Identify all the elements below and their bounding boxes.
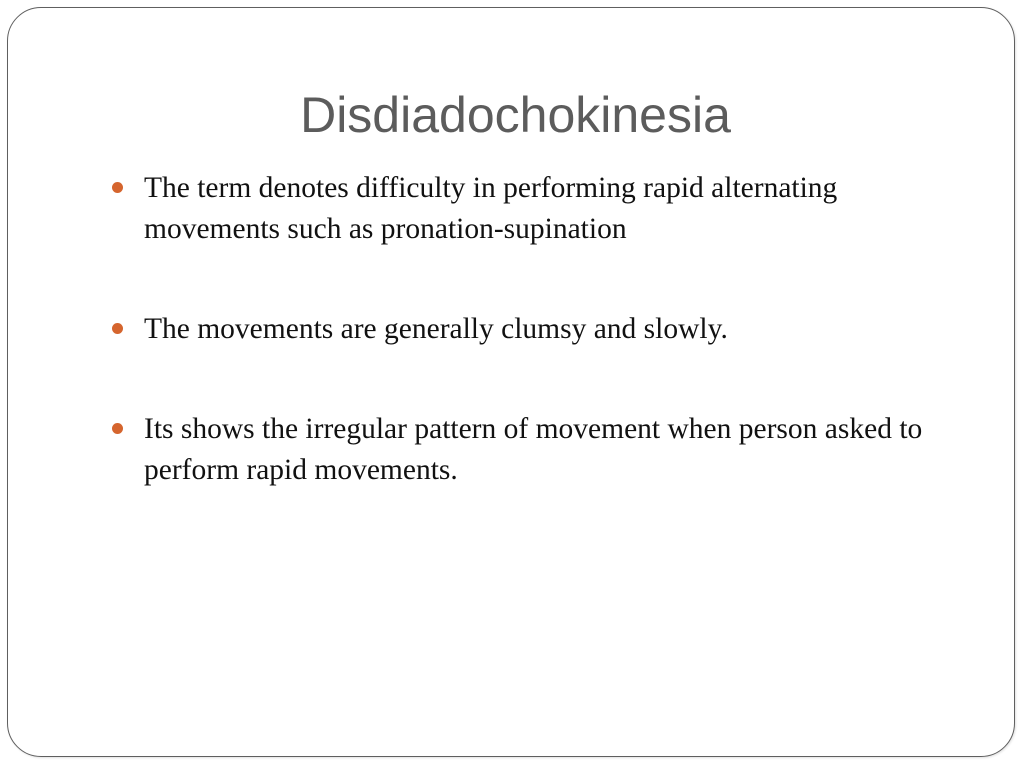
slide-title: Disdiadochokinesia xyxy=(300,87,731,143)
bullet-text: The movements are generally clumsy and slowly. xyxy=(144,313,728,345)
bullet-text: The term denotes difficulty in performing rapid alternating movements such as pronation-supination xyxy=(144,172,838,245)
bullet-item xyxy=(112,309,972,350)
bullet-dot-icon xyxy=(112,182,123,193)
bullet-list xyxy=(112,168,972,491)
bullet-dot-icon xyxy=(112,423,123,434)
bullet-item xyxy=(112,168,972,250)
bullet-item xyxy=(112,409,972,491)
bullet-text: Its shows the irregular pattern of movement when person asked to perform rapid movements. xyxy=(144,413,923,486)
bullet-dot-icon xyxy=(112,323,123,334)
